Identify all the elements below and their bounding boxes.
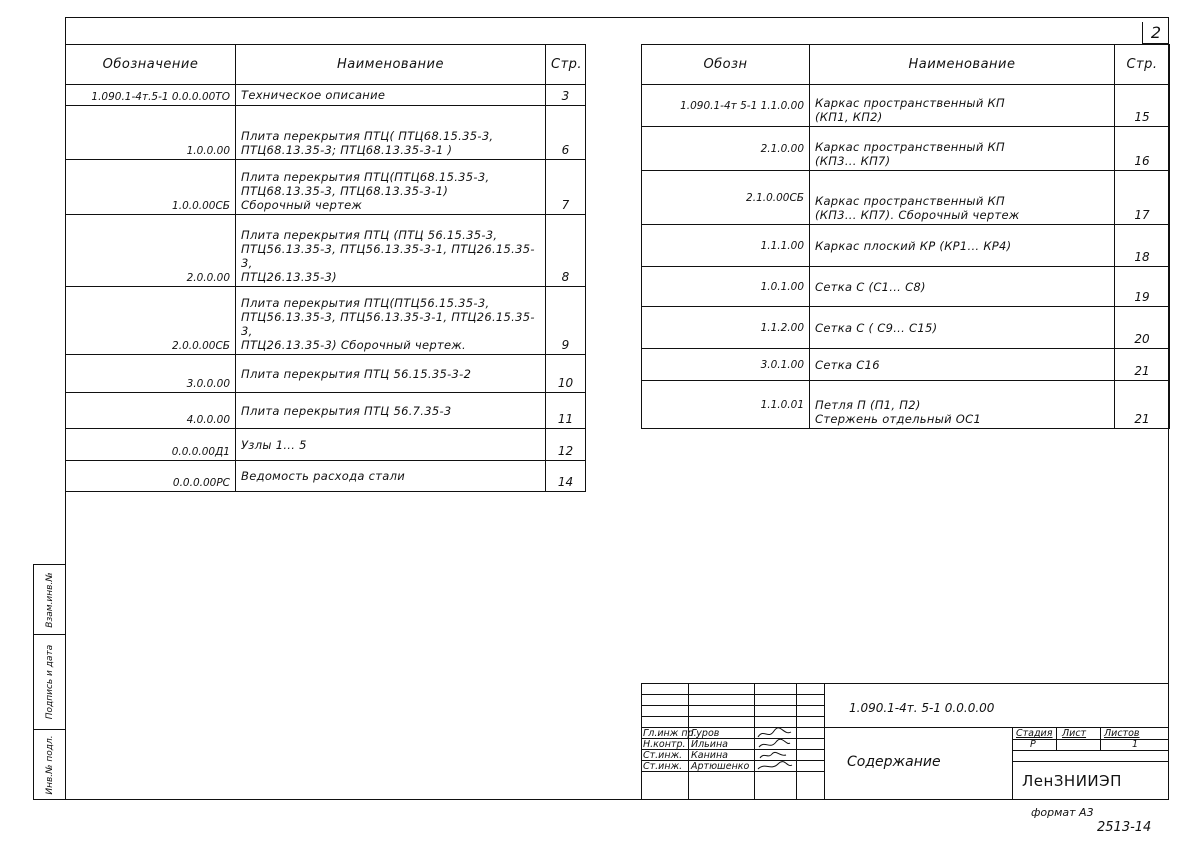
row-name-line: Сетка С (С1... С8) [815,279,926,294]
row-name [236,393,546,429]
row-page: 8 [546,215,586,287]
table-row [642,85,1170,127]
row-name [236,160,546,215]
row-name-line: ПТЦ56.13.35-3, ПТЦ56.13.35-3-1, ПТЦ26.15.35-3, [241,310,535,338]
row-code: 2.1.0.00СБ [642,171,810,225]
row-name [236,355,546,393]
table-row [66,106,586,160]
row-name-line: (КП3... КП7). Сборочный чертеж [815,208,1020,222]
title-block [641,683,1169,800]
role-4: Ст.инж. [643,761,683,772]
row-name-line: ПТЦ26.13.35-3) Сборочный чертеж. [241,338,466,352]
stamp-replace-inv: Взам.инв.№ [45,571,55,628]
row-name [810,381,1115,429]
header-name: Наименование [236,45,546,85]
sheets-label: Листов [1104,728,1140,739]
row-name-line: Ведомость расхода стали [241,469,406,483]
table-row [66,393,586,429]
row-page: 11 [546,393,586,429]
row-name [810,171,1115,225]
row-code: 1.1.2.00 [642,307,810,349]
table-row [66,85,586,106]
row-name [236,215,546,287]
side-stamp [33,564,66,800]
row-name [810,127,1115,171]
table-row [66,461,586,492]
row-code: 1.1.0.01 [642,381,810,429]
header-name: Наименование [810,45,1115,85]
row-name-line: (КП1, КП2) [815,110,883,124]
row-name-line: Сборочный чертеж [241,198,363,212]
row-page: 18 [1115,225,1170,267]
row-name [236,461,546,492]
row-name-line: Каркас пространственный КП [815,96,1005,110]
table-row [66,215,586,287]
sheet-number: 2 [1142,22,1169,44]
row-page: 3 [546,85,586,106]
row-name [236,85,546,106]
table-row [642,307,1170,349]
role-1: Гл.инж пр. [643,728,697,739]
row-name-line: ПТЦ68.13.35-3, ПТЦ68.13.35-3-1) [241,184,449,198]
row-name-line: Каркас пространственный КП [815,194,1005,208]
table-row [642,171,1170,225]
contents-table-right [641,44,1170,429]
document-title: Содержание [847,754,941,770]
table-row [642,349,1170,381]
row-code: 2.0.0.00 [66,215,236,287]
name-1: Гуров [691,728,720,739]
row-code: 2.0.0.00СБ [66,287,236,355]
row-page: 21 [1115,349,1170,381]
organization: ЛенЗНИИЭП [1022,772,1122,790]
row-code: 1.1.1.00 [642,225,810,267]
row-name-line: Каркас пространственный КП [815,140,1005,154]
row-code: 4.0.0.00 [66,393,236,429]
row-name [236,429,546,461]
row-name-line: Стержень отдельный ОС1 [815,412,982,426]
table-row [66,160,586,215]
sheets-value: 1 [1132,739,1139,750]
row-code: 0.0.0.00Д1 [66,429,236,461]
table-row [66,429,586,461]
row-name [236,287,546,355]
drawing-number: 2513-14 [1097,820,1152,835]
stage-value: Р [1030,739,1036,750]
row-page: 20 [1115,307,1170,349]
row-name-line: Сетка С16 [815,357,880,372]
row-page: 21 [1115,381,1170,429]
row-name-line: (КП3... КП7) [815,154,891,168]
name-3: Канина [691,750,728,761]
row-name-line: Плита перекрытия ПТЦ 56.7.35-3 [241,403,452,418]
row-code: 1.0.0.00 [66,106,236,160]
name-2: Ильина [691,739,728,750]
header-page: Стр. [1115,45,1170,85]
row-page: 7 [546,160,586,215]
row-page: 15 [1115,85,1170,127]
table-row [66,355,586,393]
document-code: 1.090.1-4т. 5-1 0.0.0.00 [849,701,995,715]
sheet-label: Лист [1062,728,1087,739]
row-name [810,85,1115,127]
row-name-line: Каркас плоский КР (КР1... КР4) [815,238,1012,253]
table-row [66,287,586,355]
row-page: 12 [546,429,586,461]
header-page: Стр. [546,45,586,85]
row-page: 14 [546,461,586,492]
row-name-line: Плита перекрытия ПТЦ(ПТЦ56.15.35-3, [241,296,490,310]
table-row [642,127,1170,171]
row-name-line: Техническое описание [241,88,386,102]
row-code: 2.1.0.00 [642,127,810,171]
row-code: 1.0.0.00СБ [66,160,236,215]
row-code: 1.090.1-4т 5-1 1.1.0.00 [642,85,810,127]
row-page: 16 [1115,127,1170,171]
row-name-line: ПТЦ68.13.35-3; ПТЦ68.13.35-3-1 ) [241,143,453,157]
row-code: 1.090.1-4т.5-1 0.0.0.00ТО [66,85,236,106]
table-row [642,267,1170,307]
row-name-line: Плита перекрытия ПТЦ (ПТЦ 56.15.35-3, [241,228,498,242]
stamp-signature-date: Подпись и дата [45,644,55,720]
row-name-line: Плита перекрытия ПТЦ 56.15.35-3-2 [241,366,472,381]
row-name [236,106,546,160]
row-name [810,225,1115,267]
row-name [810,349,1115,381]
header-code: Обозначение [66,45,236,85]
row-name-line: Плита перекрытия ПТЦ(ПТЦ68.15.35-3, [241,170,490,184]
row-name-line: ПТЦ56.13.35-3, ПТЦ56.13.35-3-1, ПТЦ26.15.35-3, [241,242,535,270]
row-code: 3.0.1.00 [642,349,810,381]
stage-label: Стадия [1016,728,1053,739]
table-row [642,225,1170,267]
stamp-orig-inv: Инв.№ подл. [45,734,55,795]
format-label: формат А3 [1031,806,1094,819]
row-page: 10 [546,355,586,393]
name-4: Артюшенко [691,761,750,772]
role-2: Н.контр. [643,739,686,750]
row-page: 9 [546,287,586,355]
row-code: 1.0.1.00 [642,267,810,307]
row-page: 6 [546,106,586,160]
row-page: 17 [1115,171,1170,225]
row-code: 3.0.0.00 [66,355,236,393]
row-name-line: ПТЦ26.13.35-3) [241,270,337,284]
row-name-line: Плита перекрытия ПТЦ( ПТЦ68.15.35-3, [241,129,494,143]
row-page: 19 [1115,267,1170,307]
header-code: Обозн [642,45,810,85]
row-name-line: Петля П (П1, П2) [815,398,921,412]
table-row [642,381,1170,429]
contents-table-left [65,44,586,492]
signatures [756,728,794,772]
row-name-line: Узлы 1... 5 [241,437,307,452]
role-3: Ст.инж. [643,750,683,761]
row-name-line: Сетка С ( С9... С15) [815,320,938,335]
row-name [810,307,1115,349]
row-name [810,267,1115,307]
row-code: 0.0.0.00РС [66,461,236,492]
